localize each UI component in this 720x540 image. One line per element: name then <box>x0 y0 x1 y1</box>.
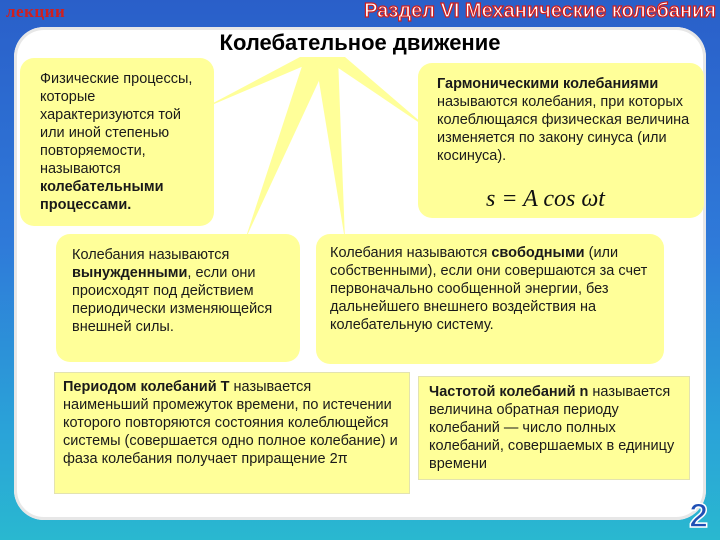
forced-text-b: , если они происходят под действием периодически изменяющейся внешней силы. <box>72 265 273 335</box>
page-number: 2 <box>689 497 708 535</box>
slide-title: Колебательное движение <box>219 30 501 55</box>
free-text-b: (или собственными), если они совершаются за счет первоначально сообщенной энергии, без дальнейшего внешнего воздействия на колебательную систему. <box>330 245 648 333</box>
frequency-text: называется величина обратная периоду колебаний — число полных колебаний, совершаемых в единицу времени <box>429 384 675 472</box>
frequency-box <box>418 376 690 480</box>
harmonic-formula: s = A cos ωt <box>486 186 605 212</box>
oscillatory-term: колебательными процессами. <box>40 179 164 213</box>
free-oscillations-box <box>316 234 664 364</box>
header-left-label: лекции <box>6 2 66 21</box>
forced-text-a: Колебания называются <box>72 247 230 263</box>
free-term: свободными <box>491 245 585 261</box>
ray-to-free-box <box>315 57 345 240</box>
harmonic-text: называются колебания, при которых колеблющаяся физическая величина изменяется по закону синуса (или косинуса). <box>437 94 690 164</box>
frequency-term: Частотой колебаний n <box>429 384 589 400</box>
period-term: Периодом колебаний T <box>63 379 230 395</box>
period-text: называется наименьший промежуток времени, по истечении которого повторяются состояния колеблющейся системы (совершается одно полное колебание) и фаза колебания получает приращение 2π <box>63 379 398 467</box>
forced-term: вынужденными <box>72 265 188 281</box>
forced-oscillations-box <box>56 234 300 362</box>
oscillatory-processes-box <box>20 58 214 226</box>
oscillatory-text: Физические процессы, которые характеризуются той или иной степенью повторяемости, называются <box>40 71 193 177</box>
period-box <box>54 372 410 494</box>
harmonic-term: Гармоническими колебаниями <box>437 76 659 92</box>
section-title: Раздел VI Механические колебания <box>364 0 716 22</box>
free-text-a: Колебания называются <box>330 245 492 261</box>
